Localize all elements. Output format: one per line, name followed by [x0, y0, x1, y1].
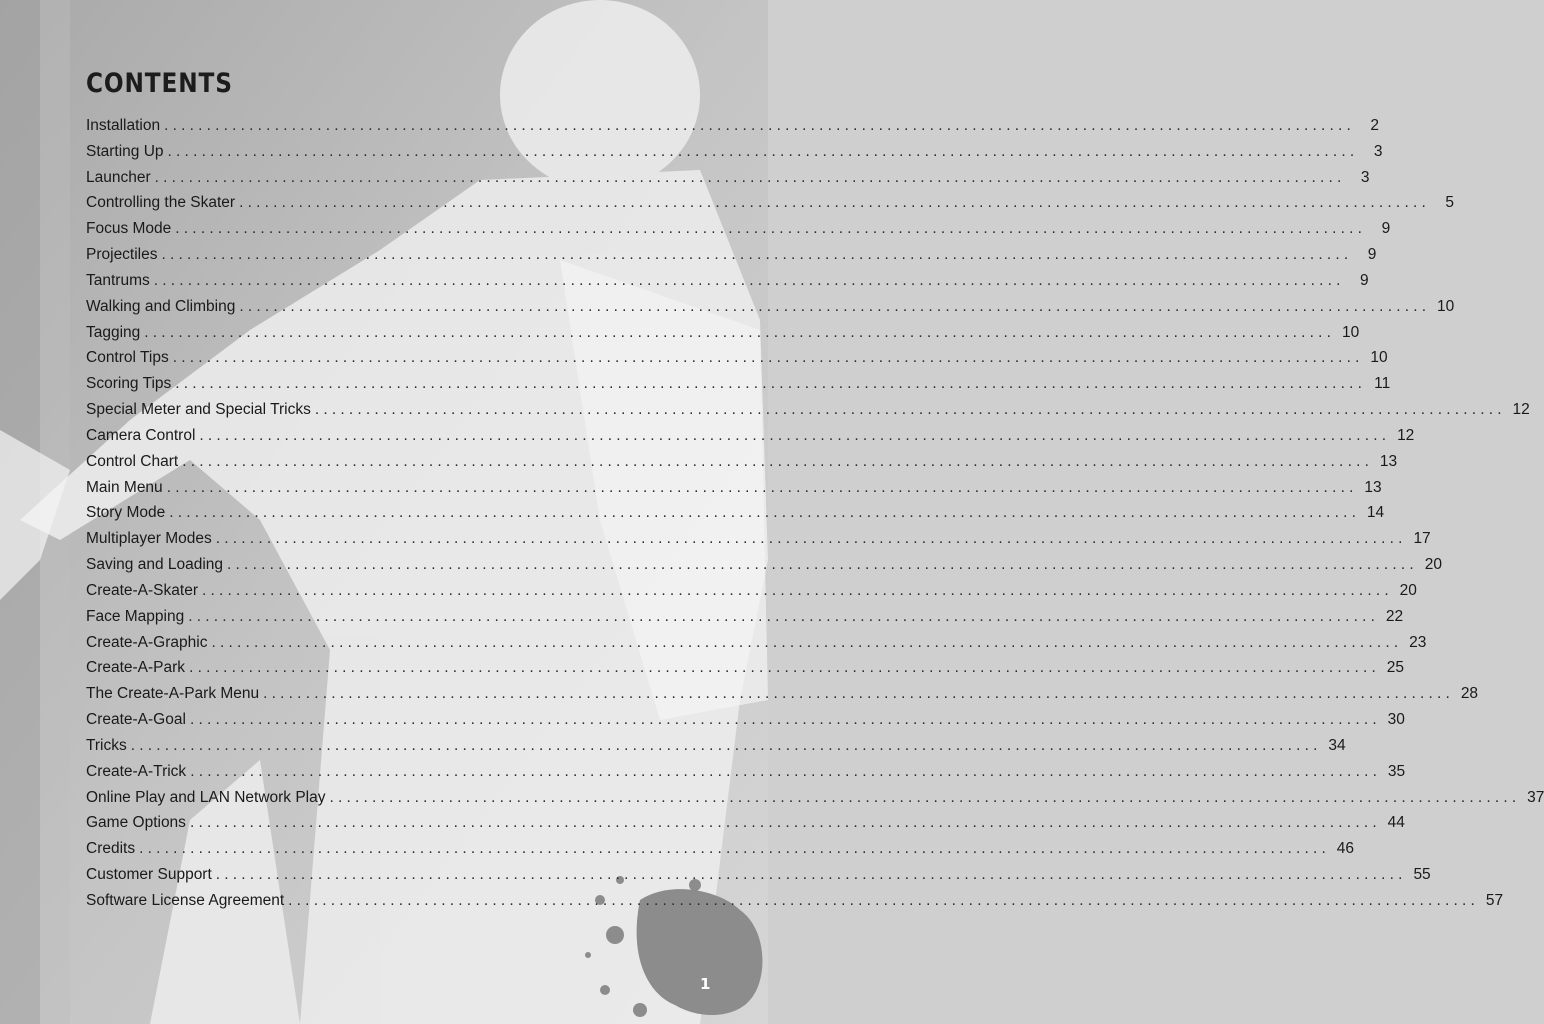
toc-leader-dots: ............................................................................................................................................ [182, 452, 1374, 470]
toc-leader-dots: ............................................................................................................................................ [189, 711, 1381, 729]
toc-entry-page: 37 [1527, 788, 1544, 806]
toc-entry [86, 220, 1391, 246]
toc-entry-label: Game Options [86, 814, 186, 832]
toc-entry-label: Credits [86, 840, 136, 858]
toc-entry-page: 35 [1387, 762, 1406, 780]
toc-entry-page: 9 [1367, 246, 1377, 264]
toc-entry-label: Control Tips [86, 349, 169, 367]
toc-entry [86, 452, 1398, 479]
toc-entry [86, 349, 1388, 375]
toc-leader-dots: ............................................................................................................................................ [130, 736, 1322, 754]
toc-leader-dots: ............................................................................................................................................ [314, 401, 1506, 419]
toc-entry-label: Projectiles [86, 246, 158, 264]
toc-entry-label: Face Mapping [86, 607, 185, 625]
toc-leader-dots: ............................................................................................................................................ [188, 607, 1380, 625]
toc-entry-label: Saving and Loading [86, 556, 224, 574]
toc-entry [86, 401, 1530, 427]
toc-entry [86, 375, 1391, 401]
toc-entry-page: 13 [1364, 478, 1382, 496]
toc-leader-dots: ............................................................................................................................................ [161, 246, 1353, 264]
toc-entry [86, 426, 1415, 453]
toc-entry [86, 323, 1360, 350]
toc-entry [86, 762, 1406, 789]
toc-entry [86, 607, 1404, 634]
toc-entry-page: 25 [1386, 659, 1404, 677]
toc-entry-page: 44 [1387, 814, 1405, 832]
toc-entry [86, 168, 1370, 195]
toc-leader-dots: ............................................................................................................................................ [153, 271, 1345, 289]
toc-entry-page: 20 [1399, 581, 1417, 599]
toc-entry-label: The Create-A-Park Menu [86, 685, 260, 703]
toc-entry [86, 478, 1382, 505]
toc-entry-page: 10 [1370, 349, 1388, 367]
toc-entry-label: Scoring Tips [86, 375, 172, 393]
toc-entry-page: 10 [1436, 297, 1455, 315]
toc-entry-label: Create-A-Skater [86, 581, 198, 599]
toc-entry-page: 14 [1366, 504, 1385, 522]
toc-entry-label: Create-A-Trick [86, 762, 187, 780]
toc-entry-label: Walking and Climbing [86, 297, 236, 315]
toc-leader-dots: ............................................................................................................................................ [139, 840, 1331, 858]
toc-entry-page: 9 [1360, 271, 1369, 289]
toc-leader-dots: ............................................................................................................................................ [144, 323, 1336, 341]
toc-entry-page: 13 [1379, 452, 1398, 470]
toc-entry-label: Tantrums [86, 271, 150, 289]
toc-entry [86, 840, 1355, 866]
toc-entry-label: Story Mode [86, 504, 166, 522]
toc-entry-label: Installation [86, 117, 161, 134]
toc-entry-label: Main Menu [86, 478, 163, 496]
table-of-contents [86, 117, 1544, 918]
toc-leader-dots: ............................................................................................................................................ [199, 426, 1391, 444]
toc-entry-page: 57 [1485, 891, 1504, 909]
toc-leader-dots: ............................................................................................................................................ [227, 556, 1418, 574]
toc-entry [86, 711, 1405, 737]
toc-entry-label: Control Chart [86, 452, 179, 470]
toc-leader-dots: ............................................................................................................................................ [215, 866, 1407, 884]
toc-entry-label: Starting Up [86, 142, 164, 160]
toc-entry-label: Focus Mode [86, 220, 172, 238]
toc-entry-label: Create-A-Park [86, 659, 186, 677]
toc-entry-label: Create-A-Graphic [86, 633, 208, 651]
toc-entry-page: 3 [1360, 168, 1370, 186]
toc-entry-label: Launcher [86, 168, 151, 186]
toc-leader-dots: ............................................................................................................................................ [190, 762, 1382, 780]
toc-leader-dots: ............................................................................................................................................ [329, 788, 1521, 806]
toc-entry-page: 17 [1413, 530, 1431, 548]
toc-entry [86, 891, 1504, 918]
toc-entry-page: 12 [1397, 426, 1415, 444]
toc-leader-dots: ............................................................................................................................................ [154, 168, 1346, 186]
toc-entry-label: Online Play and LAN Network Play [86, 788, 326, 806]
toc-entry-page: 23 [1409, 633, 1427, 651]
toc-entry-page: 3 [1373, 142, 1383, 160]
toc-leader-dots: ............................................................................................................................................ [288, 891, 1480, 909]
toc-entry [86, 246, 1377, 272]
toc-entry-label: Software License Agreement [86, 891, 285, 909]
toc-entry-page: 12 [1512, 401, 1530, 419]
toc-entry [86, 866, 1431, 892]
toc-leader-dots: ............................................................................................................................................ [175, 220, 1367, 238]
toc-entry-page: 11 [1374, 375, 1391, 393]
toc-entry-page: 2 [1370, 117, 1380, 134]
toc-entry-page: 9 [1381, 220, 1391, 238]
page-title: CONTENTS [86, 68, 233, 99]
toc-entry-page: 5 [1445, 194, 1454, 212]
toc-leader-dots: ............................................................................................................................................ [175, 375, 1367, 393]
toc-entry-page: 30 [1387, 711, 1405, 729]
page-number: 1 [700, 975, 711, 993]
toc-entry [86, 633, 1427, 660]
toc-entry [86, 556, 1442, 582]
toc-entry [86, 504, 1385, 530]
toc-leader-dots: ............................................................................................................................................ [239, 194, 1430, 212]
toc-entry [86, 685, 1479, 711]
toc-entry [86, 297, 1455, 324]
toc-entry-page: 46 [1336, 840, 1355, 858]
toc-entry-page: 22 [1385, 607, 1404, 625]
toc-leader-dots: ............................................................................................................................................ [172, 349, 1364, 367]
toc-entry [86, 788, 1544, 815]
toc-leader-dots: ............................................................................................................................................ [215, 530, 1407, 548]
toc-entry-page: 34 [1328, 736, 1346, 754]
toc-entry-label: Create-A-Goal [86, 711, 186, 729]
toc-entry-label: Tagging [86, 323, 141, 341]
toc-entry-label: Customer Support [86, 866, 212, 884]
toc-entry [86, 659, 1404, 685]
toc-entry-label: Tricks [86, 736, 127, 754]
toc-entry-label: Multiplayer Modes [86, 530, 212, 548]
toc-leader-dots: ............................................................................................................................................ [211, 633, 1403, 651]
toc-entry [86, 814, 1405, 840]
toc-entry-page: 28 [1460, 685, 1479, 703]
toc-leader-dots: ............................................................................................................................................ [169, 504, 1361, 522]
toc-entry [86, 117, 1380, 143]
toc-entry-label: Special Meter and Special Tricks [86, 401, 311, 419]
toc-leader-dots: ............................................................................................................................................ [189, 659, 1380, 677]
toc-entry [86, 271, 1369, 298]
toc-leader-dots: ............................................................................................................................................ [166, 478, 1358, 496]
toc-entry-page: 55 [1413, 866, 1431, 884]
toc-entry [86, 736, 1346, 763]
toc-leader-dots: ............................................................................................................................................ [263, 685, 1455, 703]
toc-entry [86, 142, 1383, 169]
toc-entry-page: 20 [1424, 556, 1442, 574]
toc-entry [86, 194, 1454, 220]
toc-entry [86, 530, 1431, 556]
toc-leader-dots: ............................................................................................................................................ [201, 581, 1393, 599]
toc-leader-dots: ............................................................................................................................................ [189, 814, 1381, 832]
toc-leader-dots: ............................................................................................................................................ [167, 142, 1359, 160]
toc-entry-label: Controlling the Skater [86, 194, 236, 212]
toc-leader-dots: ............................................................................................................................................ [239, 297, 1431, 315]
toc-entry-page: 10 [1341, 323, 1360, 341]
toc-entry-label: Camera Control [86, 426, 196, 444]
toc-entry [86, 581, 1417, 608]
toc-leader-dots: ............................................................................................................................................ [164, 117, 1356, 134]
